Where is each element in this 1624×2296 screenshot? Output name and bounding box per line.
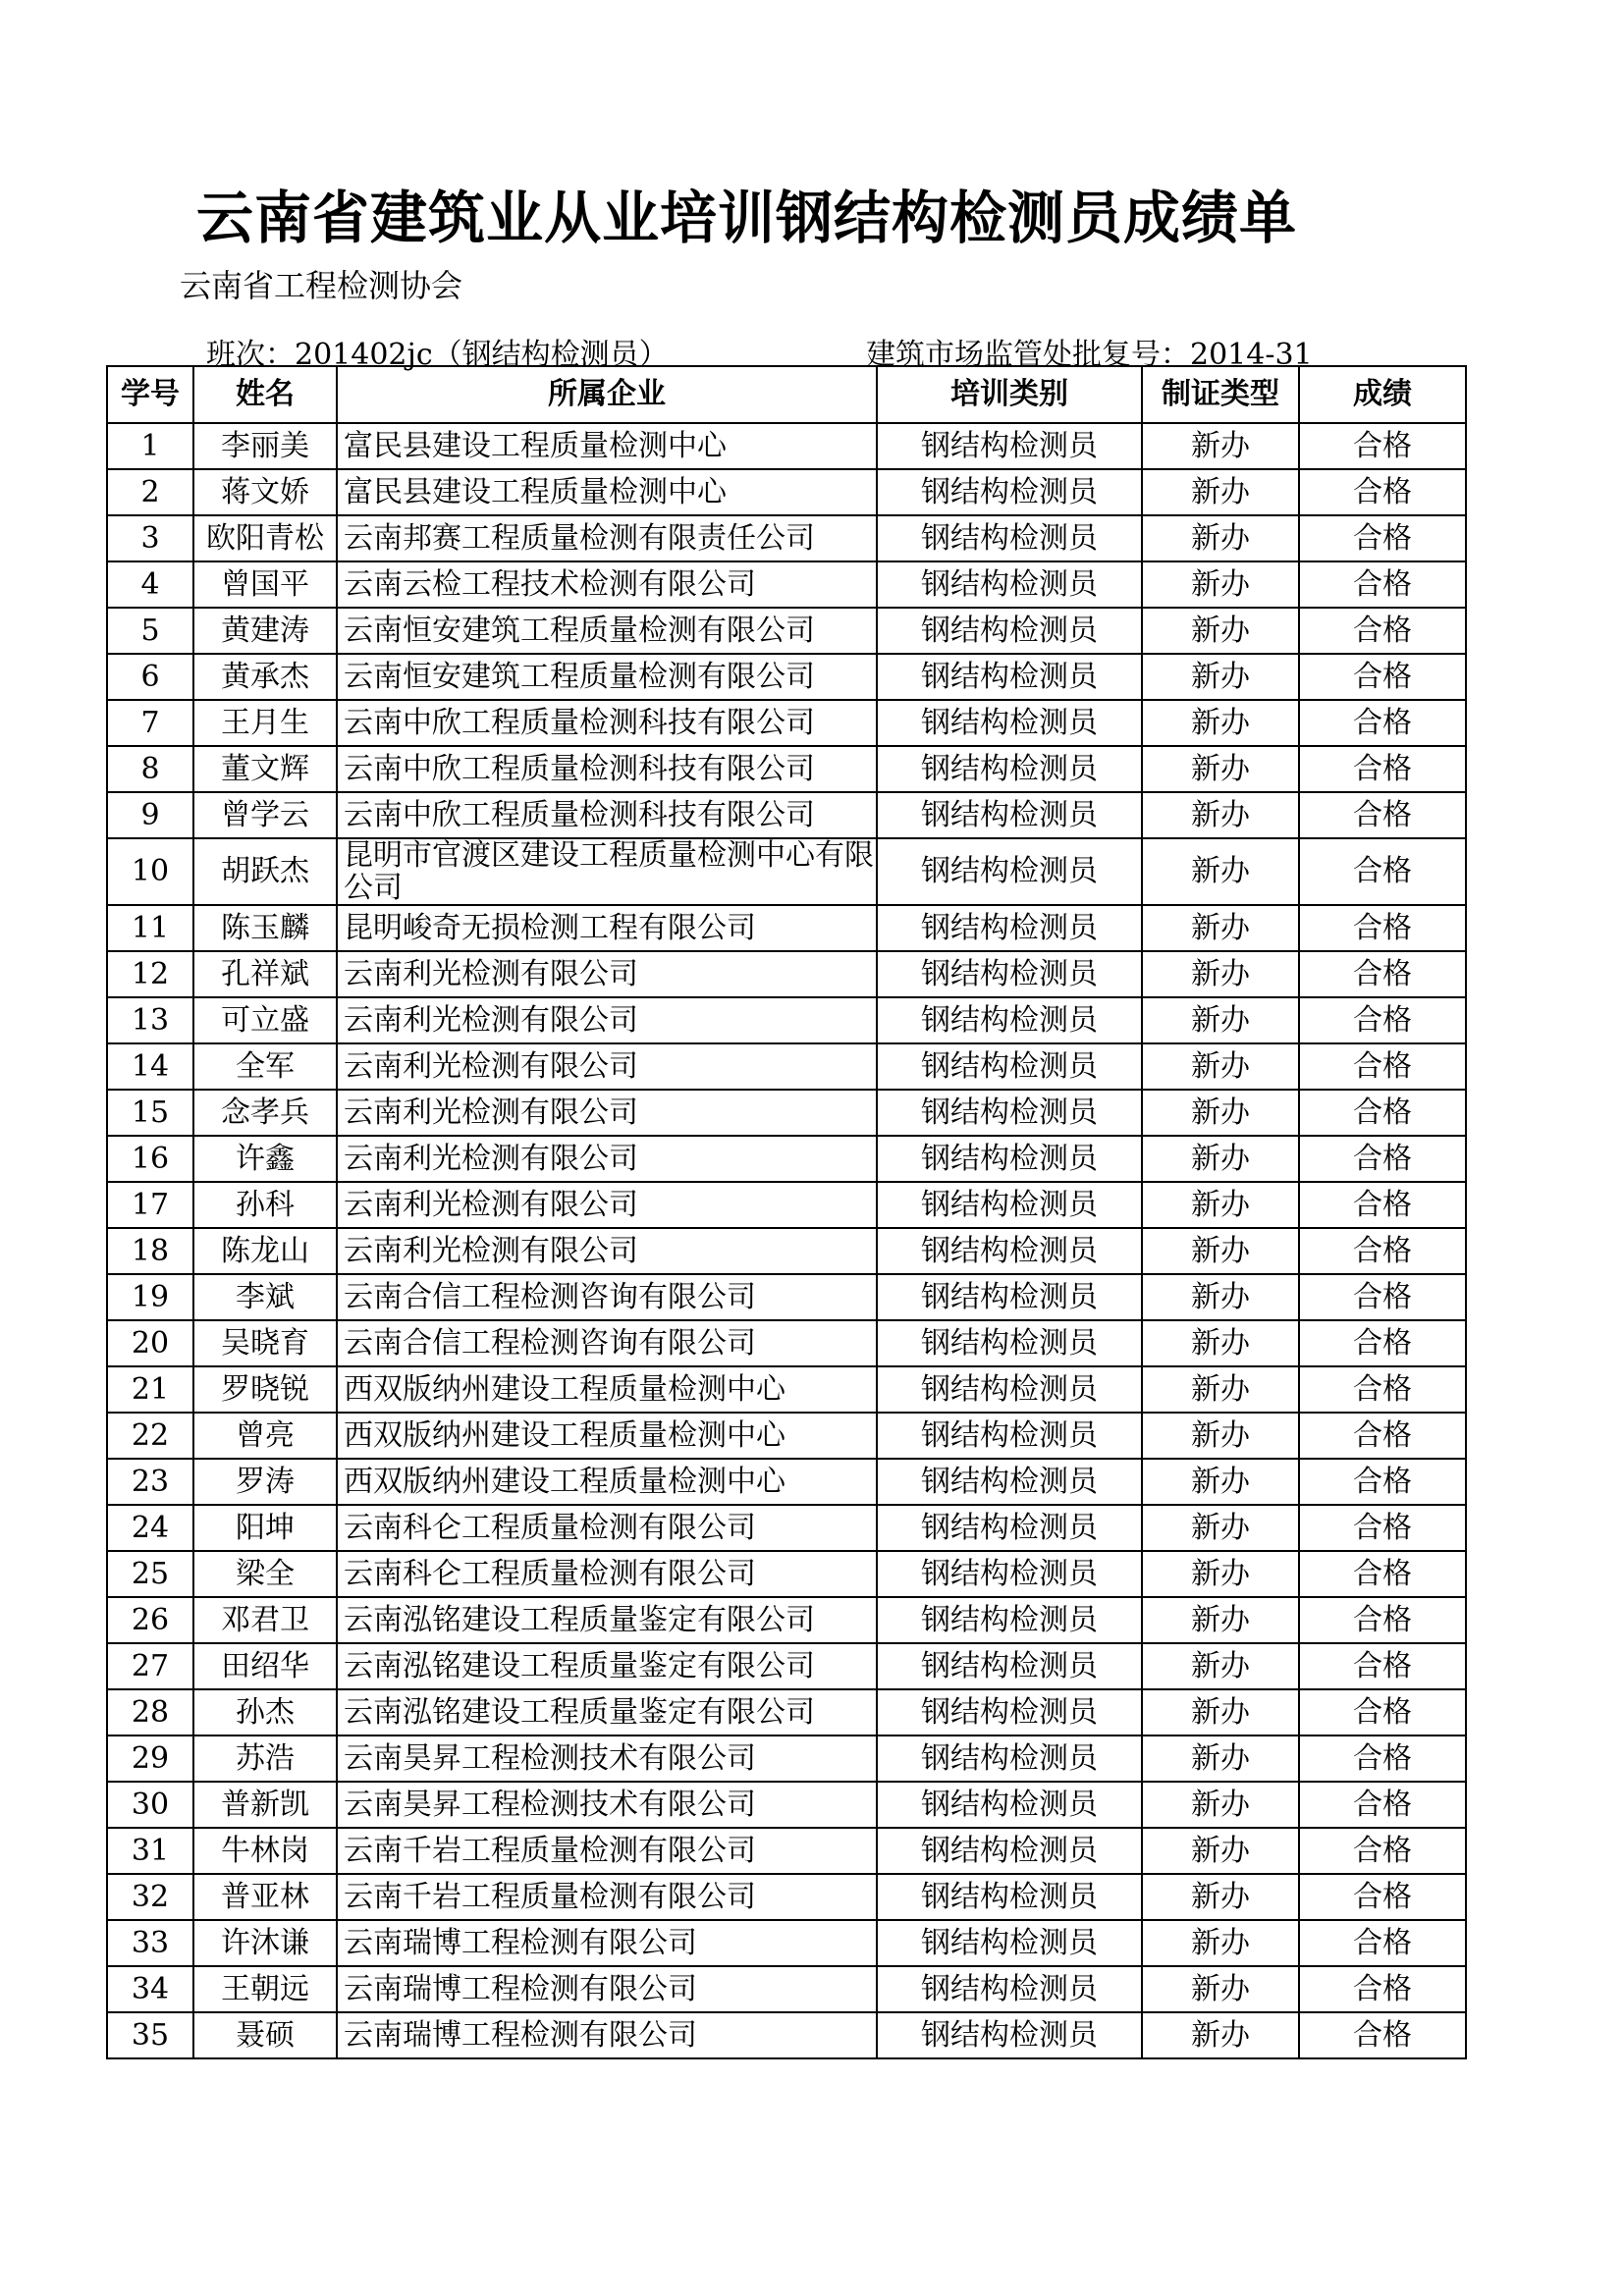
cell-name: 全军 [193, 1043, 337, 1090]
header-training-category: 培训类别 [877, 366, 1142, 423]
cell-training-category: 钢结构检测员 [877, 515, 1142, 561]
cell-certificate-type: 新办 [1142, 1320, 1299, 1366]
cell-name: 黄承杰 [193, 654, 337, 700]
cell-training-category: 钢结构检测员 [877, 905, 1142, 951]
cell-company: 云南瑞博工程检测有限公司 [337, 2012, 877, 2058]
cell-student-id: 35 [107, 2012, 193, 2058]
cell-student-id: 9 [107, 792, 193, 838]
cell-result: 合格 [1299, 608, 1466, 654]
table-row [107, 997, 1466, 1043]
cell-certificate-type: 新办 [1142, 654, 1299, 700]
table-row [107, 1228, 1466, 1274]
cell-training-category: 钢结构检测员 [877, 423, 1142, 469]
cell-company: 云南科仑工程质量检测有限公司 [337, 1551, 877, 1597]
cell-name: 王朝远 [193, 1966, 337, 2012]
cell-certificate-type: 新办 [1142, 951, 1299, 997]
cell-company: 云南瑞博工程检测有限公司 [337, 1966, 877, 2012]
cell-certificate-type: 新办 [1142, 1182, 1299, 1228]
cell-student-id: 5 [107, 608, 193, 654]
cell-certificate-type: 新办 [1142, 1459, 1299, 1505]
cell-result: 合格 [1299, 1551, 1466, 1597]
cell-name: 陈玉麟 [193, 905, 337, 951]
table-row [107, 1043, 1466, 1090]
cell-student-id: 18 [107, 1228, 193, 1274]
cell-certificate-type: 新办 [1142, 1966, 1299, 2012]
table-row [107, 1689, 1466, 1735]
table-row [107, 1643, 1466, 1689]
cell-certificate-type: 新办 [1142, 1136, 1299, 1182]
cell-result: 合格 [1299, 700, 1466, 746]
cell-training-category: 钢结构检测员 [877, 561, 1142, 608]
cell-name: 罗晓锐 [193, 1366, 337, 1413]
cell-student-id: 31 [107, 1828, 193, 1874]
cell-student-id: 17 [107, 1182, 193, 1228]
cell-company: 昆明峻奇无损检测工程有限公司 [337, 905, 877, 951]
table-header-row [107, 366, 1466, 423]
cell-student-id: 4 [107, 561, 193, 608]
table-row [107, 700, 1466, 746]
cell-name: 普新凯 [193, 1782, 337, 1828]
cell-certificate-type: 新办 [1142, 1043, 1299, 1090]
cell-student-id: 22 [107, 1413, 193, 1459]
cell-training-category: 钢结构检测员 [877, 746, 1142, 792]
cell-name: 许鑫 [193, 1136, 337, 1182]
cell-training-category: 钢结构检测员 [877, 1090, 1142, 1136]
cell-student-id: 27 [107, 1643, 193, 1689]
page-title: 云南省建筑业从业培训钢结构检测员成绩单 [196, 185, 1298, 251]
cell-certificate-type: 新办 [1142, 469, 1299, 515]
cell-name: 普亚林 [193, 1874, 337, 1920]
cell-certificate-type: 新办 [1142, 905, 1299, 951]
cell-name: 陈龙山 [193, 1228, 337, 1274]
cell-result: 合格 [1299, 423, 1466, 469]
cell-certificate-type: 新办 [1142, 1228, 1299, 1274]
table-row [107, 1090, 1466, 1136]
approval-info: 建筑市场监管处批复号：2014-31 [866, 338, 1313, 372]
cell-training-category: 钢结构检测员 [877, 1920, 1142, 1966]
table-row [107, 1735, 1466, 1782]
cell-company: 云南合信工程检测咨询有限公司 [337, 1320, 877, 1366]
cell-company: 云南泓铭建设工程质量鉴定有限公司 [337, 1597, 877, 1643]
cell-name: 罗涛 [193, 1459, 337, 1505]
cell-student-id: 29 [107, 1735, 193, 1782]
cell-certificate-type: 新办 [1142, 1782, 1299, 1828]
cell-name: 孙杰 [193, 1689, 337, 1735]
header-company: 所属企业 [337, 366, 877, 423]
cell-student-id: 26 [107, 1597, 193, 1643]
cell-company: 云南邦赛工程质量检测有限责任公司 [337, 515, 877, 561]
table-row [107, 515, 1466, 561]
cell-training-category: 钢结构检测员 [877, 1274, 1142, 1320]
cell-company: 云南合信工程检测咨询有限公司 [337, 1274, 877, 1320]
cell-result: 合格 [1299, 1735, 1466, 1782]
cell-name: 曾亮 [193, 1413, 337, 1459]
cell-student-id: 34 [107, 1966, 193, 2012]
cell-name: 王月生 [193, 700, 337, 746]
cell-name: 黄建涛 [193, 608, 337, 654]
cell-result: 合格 [1299, 792, 1466, 838]
cell-training-category: 钢结构检测员 [877, 1597, 1142, 1643]
cell-company: 云南中欣工程质量检测科技有限公司 [337, 700, 877, 746]
cell-name: 欧阳青松 [193, 515, 337, 561]
cell-result: 合格 [1299, 1920, 1466, 1966]
cell-name: 聂硕 [193, 2012, 337, 2058]
cell-name: 蒋文娇 [193, 469, 337, 515]
table-row [107, 792, 1466, 838]
table-row [107, 838, 1466, 905]
cell-name: 孔祥斌 [193, 951, 337, 997]
cell-certificate-type: 新办 [1142, 2012, 1299, 2058]
cell-name: 李斌 [193, 1274, 337, 1320]
cell-name: 许沐谦 [193, 1920, 337, 1966]
cell-name: 李丽美 [193, 423, 337, 469]
cell-certificate-type: 新办 [1142, 792, 1299, 838]
table-row [107, 1505, 1466, 1551]
cell-student-id: 2 [107, 469, 193, 515]
cell-company: 云南云检工程技术检测有限公司 [337, 561, 877, 608]
cell-name: 阳坤 [193, 1505, 337, 1551]
cell-company: 昆明市官渡区建设工程质量检测中心有限公司 [337, 838, 877, 905]
cell-training-category: 钢结构检测员 [877, 1043, 1142, 1090]
cell-certificate-type: 新办 [1142, 561, 1299, 608]
cell-training-category: 钢结构检测员 [877, 1643, 1142, 1689]
cell-student-id: 30 [107, 1782, 193, 1828]
cell-student-id: 12 [107, 951, 193, 997]
cell-certificate-type: 新办 [1142, 1505, 1299, 1551]
cell-result: 合格 [1299, 1643, 1466, 1689]
cell-result: 合格 [1299, 1320, 1466, 1366]
cell-training-category: 钢结构检测员 [877, 1689, 1142, 1735]
cell-result: 合格 [1299, 1505, 1466, 1551]
cell-result: 合格 [1299, 1182, 1466, 1228]
cell-result: 合格 [1299, 905, 1466, 951]
cell-training-category: 钢结构检测员 [877, 2012, 1142, 2058]
table-row [107, 1597, 1466, 1643]
table-row [107, 1782, 1466, 1828]
cell-certificate-type: 新办 [1142, 1090, 1299, 1136]
cell-company: 云南利光检测有限公司 [337, 1043, 877, 1090]
cell-certificate-type: 新办 [1142, 1828, 1299, 1874]
cell-result: 合格 [1299, 1366, 1466, 1413]
table-row [107, 1551, 1466, 1597]
cell-company: 云南千岩工程质量检测有限公司 [337, 1874, 877, 1920]
cell-result: 合格 [1299, 1874, 1466, 1920]
cell-training-category: 钢结构检测员 [877, 838, 1142, 905]
cell-certificate-type: 新办 [1142, 997, 1299, 1043]
cell-training-category: 钢结构检测员 [877, 1782, 1142, 1828]
cell-training-category: 钢结构检测员 [877, 1966, 1142, 2012]
table-row [107, 1966, 1466, 2012]
cell-company: 云南瑞博工程检测有限公司 [337, 1920, 877, 1966]
cell-training-category: 钢结构检测员 [877, 1459, 1142, 1505]
cell-training-category: 钢结构检测员 [877, 700, 1142, 746]
table-row [107, 608, 1466, 654]
cell-training-category: 钢结构检测员 [877, 1320, 1142, 1366]
header-name: 姓名 [193, 366, 337, 423]
cell-certificate-type: 新办 [1142, 515, 1299, 561]
cell-student-id: 3 [107, 515, 193, 561]
cell-training-category: 钢结构检测员 [877, 1551, 1142, 1597]
cell-student-id: 33 [107, 1920, 193, 1966]
cell-training-category: 钢结构检测员 [877, 1735, 1142, 1782]
cell-result: 合格 [1299, 1228, 1466, 1274]
cell-certificate-type: 新办 [1142, 1413, 1299, 1459]
cell-company: 富民县建设工程质量检测中心 [337, 423, 877, 469]
cell-company: 云南昊昇工程检测技术有限公司 [337, 1782, 877, 1828]
cell-result: 合格 [1299, 997, 1466, 1043]
cell-company: 云南利光检测有限公司 [337, 1136, 877, 1182]
table-row [107, 1320, 1466, 1366]
cell-result: 合格 [1299, 1689, 1466, 1735]
cell-student-id: 1 [107, 423, 193, 469]
cell-training-category: 钢结构检测员 [877, 1413, 1142, 1459]
header-certificate-type: 制证类型 [1142, 366, 1299, 423]
cell-result: 合格 [1299, 515, 1466, 561]
cell-certificate-type: 新办 [1142, 423, 1299, 469]
cell-company: 云南昊昇工程检测技术有限公司 [337, 1735, 877, 1782]
cell-result: 合格 [1299, 1136, 1466, 1182]
cell-company: 云南泓铭建设工程质量鉴定有限公司 [337, 1689, 877, 1735]
cell-company: 云南科仑工程质量检测有限公司 [337, 1505, 877, 1551]
cell-company: 西双版纳州建设工程质量检测中心 [337, 1459, 877, 1505]
cell-company: 西双版纳州建设工程质量检测中心 [337, 1366, 877, 1413]
table-row [107, 1274, 1466, 1320]
table-row [107, 1828, 1466, 1874]
cell-name: 牛林岗 [193, 1828, 337, 1874]
cell-name: 曾国平 [193, 561, 337, 608]
cell-company: 云南利光检测有限公司 [337, 1182, 877, 1228]
cell-result: 合格 [1299, 1413, 1466, 1459]
table-row [107, 654, 1466, 700]
cell-student-id: 24 [107, 1505, 193, 1551]
cell-name: 可立盛 [193, 997, 337, 1043]
cell-result: 合格 [1299, 1090, 1466, 1136]
table-row [107, 1182, 1466, 1228]
table-row [107, 1413, 1466, 1459]
cell-training-category: 钢结构检测员 [877, 792, 1142, 838]
cell-certificate-type: 新办 [1142, 838, 1299, 905]
class-info: 班次：201402jc（钢结构检测员） [206, 338, 669, 372]
cell-student-id: 16 [107, 1136, 193, 1182]
table-body [107, 423, 1466, 2058]
cell-result: 合格 [1299, 1274, 1466, 1320]
cell-name: 董文辉 [193, 746, 337, 792]
header-student-id: 学号 [107, 366, 193, 423]
table-row [107, 1920, 1466, 1966]
table-row [107, 1136, 1466, 1182]
cell-certificate-type: 新办 [1142, 746, 1299, 792]
cell-name: 念孝兵 [193, 1090, 337, 1136]
table-row [107, 1874, 1466, 1920]
cell-training-category: 钢结构检测员 [877, 1136, 1142, 1182]
cell-student-id: 6 [107, 654, 193, 700]
cell-training-category: 钢结构检测员 [877, 1366, 1142, 1413]
cell-certificate-type: 新办 [1142, 1551, 1299, 1597]
cell-name: 吴晓育 [193, 1320, 337, 1366]
cell-result: 合格 [1299, 838, 1466, 905]
cell-result: 合格 [1299, 1597, 1466, 1643]
cell-training-category: 钢结构检测员 [877, 1828, 1142, 1874]
cell-company: 云南中欣工程质量检测科技有限公司 [337, 746, 877, 792]
header-result: 成绩 [1299, 366, 1466, 423]
cell-student-id: 28 [107, 1689, 193, 1735]
cell-company: 云南利光检测有限公司 [337, 1228, 877, 1274]
cell-company: 云南利光检测有限公司 [337, 997, 877, 1043]
cell-result: 合格 [1299, 746, 1466, 792]
cell-student-id: 11 [107, 905, 193, 951]
cell-student-id: 21 [107, 1366, 193, 1413]
cell-company: 云南恒安建筑工程质量检测有限公司 [337, 608, 877, 654]
cell-student-id: 20 [107, 1320, 193, 1366]
cell-result: 合格 [1299, 469, 1466, 515]
table-row [107, 1459, 1466, 1505]
cell-name: 苏浩 [193, 1735, 337, 1782]
cell-certificate-type: 新办 [1142, 608, 1299, 654]
cell-training-category: 钢结构检测员 [877, 1228, 1142, 1274]
cell-company: 云南千岩工程质量检测有限公司 [337, 1828, 877, 1874]
cell-training-category: 钢结构检测员 [877, 1505, 1142, 1551]
table-row [107, 423, 1466, 469]
cell-result: 合格 [1299, 654, 1466, 700]
cell-company: 西双版纳州建设工程质量检测中心 [337, 1413, 877, 1459]
cell-student-id: 8 [107, 746, 193, 792]
cell-name: 邓君卫 [193, 1597, 337, 1643]
table-row [107, 469, 1466, 515]
cell-training-category: 钢结构检测员 [877, 654, 1142, 700]
cell-training-category: 钢结构检测员 [877, 1874, 1142, 1920]
cell-training-category: 钢结构检测员 [877, 608, 1142, 654]
table-row [107, 905, 1466, 951]
cell-certificate-type: 新办 [1142, 1920, 1299, 1966]
cell-training-category: 钢结构检测员 [877, 951, 1142, 997]
cell-company: 云南利光检测有限公司 [337, 951, 877, 997]
cell-certificate-type: 新办 [1142, 1597, 1299, 1643]
cell-student-id: 25 [107, 1551, 193, 1597]
cell-student-id: 19 [107, 1274, 193, 1320]
cell-student-id: 13 [107, 997, 193, 1043]
cell-student-id: 15 [107, 1090, 193, 1136]
cell-certificate-type: 新办 [1142, 1689, 1299, 1735]
cell-company: 云南泓铭建设工程质量鉴定有限公司 [337, 1643, 877, 1689]
cell-name: 孙科 [193, 1182, 337, 1228]
cell-name: 胡跃杰 [193, 838, 337, 905]
cell-student-id: 14 [107, 1043, 193, 1090]
table-row [107, 951, 1466, 997]
cell-result: 合格 [1299, 1828, 1466, 1874]
cell-result: 合格 [1299, 1966, 1466, 2012]
cell-company: 富民县建设工程质量检测中心 [337, 469, 877, 515]
table-row [107, 561, 1466, 608]
cell-training-category: 钢结构检测员 [877, 997, 1142, 1043]
table-row [107, 1366, 1466, 1413]
cell-company: 云南恒安建筑工程质量检测有限公司 [337, 654, 877, 700]
cell-result: 合格 [1299, 1043, 1466, 1090]
cell-result: 合格 [1299, 1459, 1466, 1505]
cell-certificate-type: 新办 [1142, 1366, 1299, 1413]
cell-name: 梁全 [193, 1551, 337, 1597]
cell-company: 云南中欣工程质量检测科技有限公司 [337, 792, 877, 838]
table-row [107, 746, 1466, 792]
cell-certificate-type: 新办 [1142, 1874, 1299, 1920]
cell-result: 合格 [1299, 2012, 1466, 2058]
cell-result: 合格 [1299, 951, 1466, 997]
results-table [106, 365, 1467, 2059]
cell-certificate-type: 新办 [1142, 700, 1299, 746]
cell-training-category: 钢结构检测员 [877, 469, 1142, 515]
cell-student-id: 10 [107, 838, 193, 905]
cell-student-id: 32 [107, 1874, 193, 1920]
cell-company: 云南利光检测有限公司 [337, 1090, 877, 1136]
cell-certificate-type: 新办 [1142, 1274, 1299, 1320]
cell-training-category: 钢结构检测员 [877, 1182, 1142, 1228]
cell-student-id: 23 [107, 1459, 193, 1505]
cell-result: 合格 [1299, 561, 1466, 608]
cell-student-id: 7 [107, 700, 193, 746]
cell-name: 曾学云 [193, 792, 337, 838]
cell-name: 田绍华 [193, 1643, 337, 1689]
cell-certificate-type: 新办 [1142, 1735, 1299, 1782]
table-row [107, 2012, 1466, 2058]
cell-certificate-type: 新办 [1142, 1643, 1299, 1689]
cell-result: 合格 [1299, 1782, 1466, 1828]
organization-name: 云南省工程检测协会 [180, 267, 463, 304]
